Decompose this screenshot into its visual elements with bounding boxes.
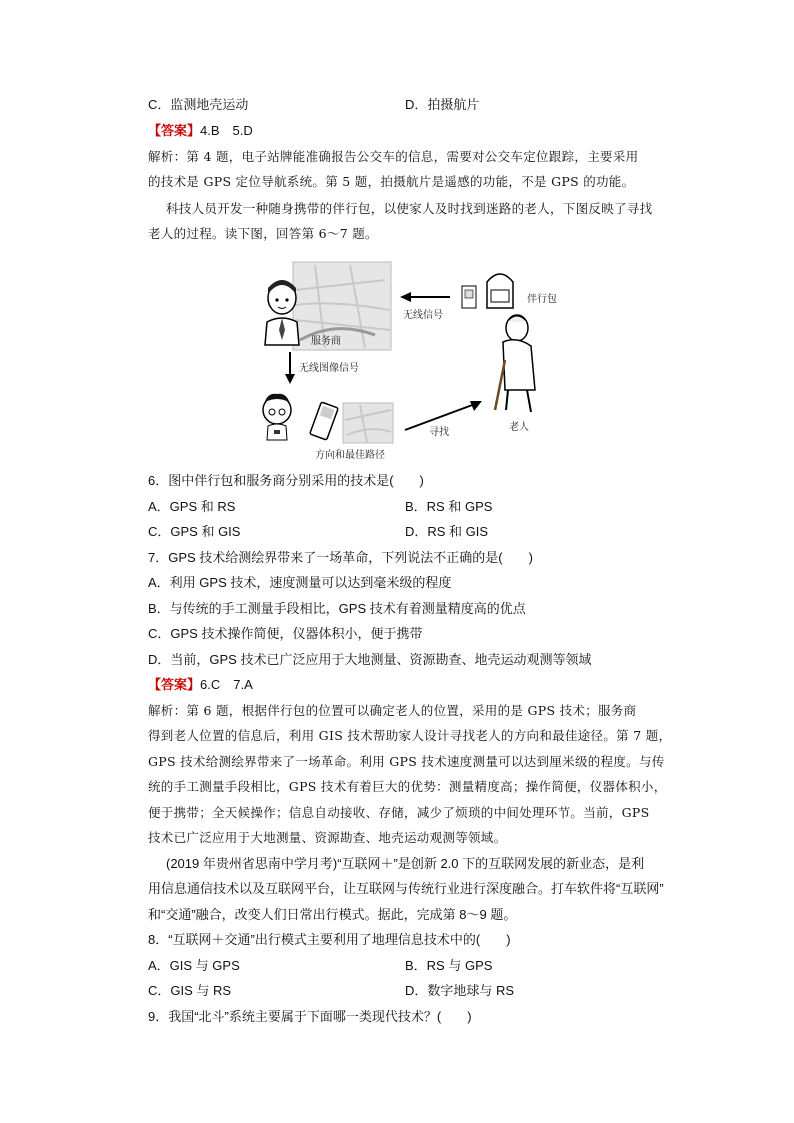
map-image-top <box>293 262 391 350</box>
answer-block-2 <box>148 676 253 695</box>
q7-option-d: D．当前，GPS 技术已广泛应用于大地测量、资源勘查、地壳运动观测等领域 <box>148 652 592 667</box>
explanation-2-line-1: 解析：第 6 题，根据伴行包的位置可以确定老人的位置，采用的是 GPS 技术；服务商 <box>148 703 637 718</box>
answer-text: 6.C 7.A <box>200 677 253 692</box>
passage-line-3: 和“交通”融合，改变人们日常出行模式。据此，完成第 8～9 题。 <box>148 907 517 922</box>
label-search: 寻找 <box>429 427 449 438</box>
answer-label: 【答案】 <box>148 124 201 139</box>
passage-line-1: (2019 年贵州省思南中学月考)“互联网＋”是创新 2.0 下的互联网发展的新业态，是利 <box>166 856 645 871</box>
intro-line-2: 老人的过程。读下图，回答第 6～7 题。 <box>148 226 378 241</box>
label-direction-path: 方向和最佳路径 <box>315 450 385 461</box>
explanation-2-line-2: 得到老人位置的信息后，利用 GIS 技术帮助家人设计寻找老人的方向和最佳途径。第 7 题， <box>148 728 672 743</box>
map-image-bottom <box>343 403 393 443</box>
explanation-2-line-6: 技术已广泛应用于大地测量、资源勘查、地壳运动观测等领域。 <box>148 830 507 845</box>
arrow-wireless <box>400 292 450 302</box>
q8-option-d: D．数字地球与 RS <box>405 983 515 998</box>
label-companion-pack: 伴行包 <box>527 294 557 305</box>
q8-option-a: A．GIS 与 GPS <box>148 958 240 973</box>
q8-stem: 8．“互联网＋交通”出行模式主要利用了地理信息技术中的( ) <box>148 932 511 947</box>
explanation-1-line-2: 的技术是 GPS 定位导航系统。第 5 题，拍摄航片是遥感的功能，不是 GPS 的功能。 <box>148 174 635 189</box>
label-wireless-signal: 无线信号 <box>403 310 443 321</box>
figure-tracking-diagram <box>255 260 595 460</box>
q8-option-b: B．RS 与 GPS <box>405 958 493 973</box>
q9-stem: 9．我国“北斗”系统主要属于下面哪一类现代技术？( ) <box>148 1009 472 1024</box>
q6-stem: 6．图中伴行包和服务商分别采用的技术是( ) <box>148 473 424 488</box>
answer-text: 4.B 5.D <box>200 123 253 138</box>
q7-option-c: C．GPS 技术操作简便，仪器体积小，便于携带 <box>148 626 423 641</box>
q5-option-c: C．监测地壳运动 <box>148 97 249 112</box>
passage-line-2: 用信息通信技术以及互联网平台，让互联网与传统行业进行深度融合。打车软件将“互联网” <box>148 881 664 896</box>
q7-option-b: B．与传统的手工测量手段相比，GPS 技术有着测量精度高的优点 <box>148 601 526 616</box>
family-member-figure <box>263 394 291 440</box>
companion-pack-icon <box>462 274 513 308</box>
q6-option-a: A．GPS 和 RS <box>148 499 236 514</box>
answer-label: 【答案】 <box>148 678 201 693</box>
q7-option-a: A．利用 GPS 技术，速度测量可以达到毫米级的程度 <box>148 575 452 590</box>
mobile-phone-icon <box>310 402 339 440</box>
q7-stem: 7．GPS 技术给测绘界带来了一场革命，下列说法不正确的是( ) <box>148 550 533 565</box>
explanation-1-line-1: 解析：第 4 题，电子站牌能准确报告公交车的信息，需要对公交车定位跟踪，主要采用 <box>148 149 639 164</box>
q5-option-d: D．拍摄航片 <box>405 97 480 112</box>
intro-line-1: 科技人员开发一种随身携带的伴行包，以使家人及时找到迷路的老人，下图反映了寻找 <box>166 201 653 216</box>
answer-block-1 <box>148 122 253 141</box>
label-elder: 老人 <box>509 422 529 433</box>
elder-figure <box>495 315 535 412</box>
q6-option-c: C．GPS 和 GIS <box>148 524 241 539</box>
q6-option-d: D．RS 和 GIS <box>405 524 489 539</box>
arrow-image-signal <box>285 352 295 384</box>
q6-option-b: B．RS 和 GPS <box>405 499 493 514</box>
label-image-signal: 无线图像信号 <box>299 363 359 374</box>
explanation-2-line-3: GPS 技术给测绘界带来了一场革命。利用 GPS 技术速度测量可以达到厘米级的程度。与传 <box>148 754 665 769</box>
label-service-provider: 服务商 <box>311 336 341 347</box>
explanation-2-line-5: 便于携带；全天候操作；信息自动接收、存储，减少了烦琐的中间处理环节。当前，GPS <box>148 805 650 820</box>
explanation-2-line-4: 统的手工测量手段相比，GPS 技术有着巨大的优势：测量精度高；操作简便，仪器体积小， <box>148 779 667 794</box>
q8-option-c: C．GIS 与 RS <box>148 983 232 998</box>
